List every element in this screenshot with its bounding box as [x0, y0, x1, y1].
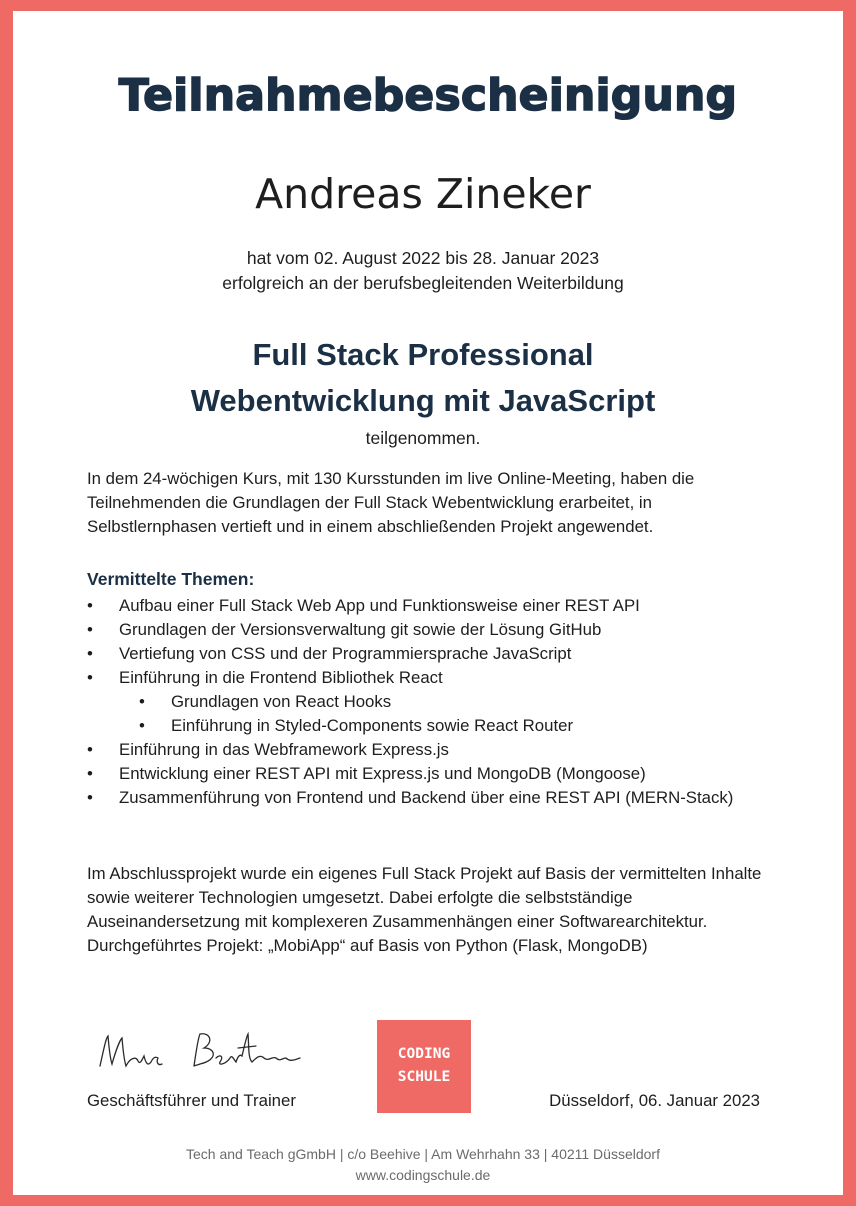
project-line: Durchgeführtes Projekt: „MobiApp“ auf Basis von Python (Flask, MongoDB)	[87, 936, 648, 955]
course-title-line-1: Full Stack Professional	[252, 337, 594, 372]
intro-text	[0, 246, 846, 296]
subtopic-item	[87, 714, 767, 738]
logo-line-2: SCHULE	[397, 1069, 451, 1085]
topic-text: Einführung in die Frontend Bibliothek React	[119, 668, 443, 687]
topic-item	[87, 594, 767, 618]
certificate-title: Teilnahmebescheinigung	[118, 70, 738, 121]
participated-text: teilgenommen.	[365, 428, 481, 448]
signature-image	[96, 1028, 316, 1078]
topic-item	[87, 762, 767, 786]
footer-website: www.codingschule.de	[355, 1167, 491, 1183]
topic-item	[87, 786, 767, 810]
topic-text: Entwicklung einer REST API mit Express.js und MongoDB (Mongoose)	[119, 764, 646, 783]
bullet-icon: •	[87, 596, 93, 615]
bullet-icon: •	[87, 764, 93, 783]
participant-name: Andreas Zineker	[255, 170, 591, 218]
topic-item	[87, 642, 767, 666]
topic-text: Einführung in Styled-Components sowie React Router	[171, 716, 574, 735]
topic-text: Grundlagen von React Hooks	[171, 692, 392, 711]
topics-list	[87, 594, 767, 810]
bullet-icon: •	[87, 644, 93, 663]
topics-heading: Vermittelte Themen:	[87, 569, 255, 589]
topic-item	[87, 618, 767, 642]
intro-line-1: hat vom 02. August 2022 bis 28. Januar 2023	[246, 248, 600, 268]
bullet-icon: •	[139, 716, 145, 735]
bullet-icon: •	[87, 740, 93, 759]
topic-item	[87, 738, 767, 762]
footer	[0, 1144, 846, 1186]
bullet-icon: •	[87, 788, 93, 807]
logo-line-1: CODING	[397, 1046, 451, 1062]
closing-text: Im Abschlussprojekt wurde ein eigenes Full Stack Projekt auf Basis der vermittelten Inhalte sowie weiterer Technologien umgesetzt. Dabei erfolgte die selbstständige Auseinandersetzung mit komplexeren Zusammenhängen einer Softwarearchitektur.	[87, 864, 762, 931]
bullet-icon: •	[139, 692, 145, 711]
course-title-line-2: Webentwicklung mit JavaScript	[190, 383, 656, 418]
closing-paragraph	[87, 862, 777, 958]
topic-text: Aufbau einer Full Stack Web App und Funktionsweise einer REST API	[119, 596, 640, 615]
intro-line-2: erfolgreich an der berufsbegleitenden Weiterbildung	[222, 273, 624, 293]
signer-role: Geschäftsführer und Trainer	[87, 1091, 296, 1110]
topic-item	[87, 666, 767, 690]
topic-text: Zusammenführung von Frontend und Backend über eine REST API (MERN-Stack)	[119, 788, 734, 807]
footer-address: Tech and Teach gGmbH | c/o Beehive | Am Wehrhahn 33 | 40211 Düsseldorf	[186, 1146, 660, 1162]
topic-text: Einführung in das Webframework Express.js	[119, 740, 449, 759]
course-title	[0, 332, 846, 424]
bullet-icon: •	[87, 620, 93, 639]
topic-text: Grundlagen der Versionsverwaltung git sowie der Lösung GitHub	[119, 620, 602, 639]
coding-schule-logo	[377, 1020, 471, 1113]
topic-text: Vertiefung von CSS und der Programmiersprache JavaScript	[119, 644, 572, 663]
course-description: In dem 24-wöchigen Kurs, mit 130 Kursstunden im live Online-Meeting, haben die Teilnehmenden die Grundlagen der Full Stack Webentwicklung erarbeitet, in Selbstlernphasen vertieft und in einem abschließenden Projekt angewendet.	[87, 469, 695, 536]
place-and-date: Düsseldorf, 06. Januar 2023	[549, 1091, 760, 1110]
bullet-icon: •	[87, 668, 93, 687]
subtopic-item	[87, 690, 767, 714]
